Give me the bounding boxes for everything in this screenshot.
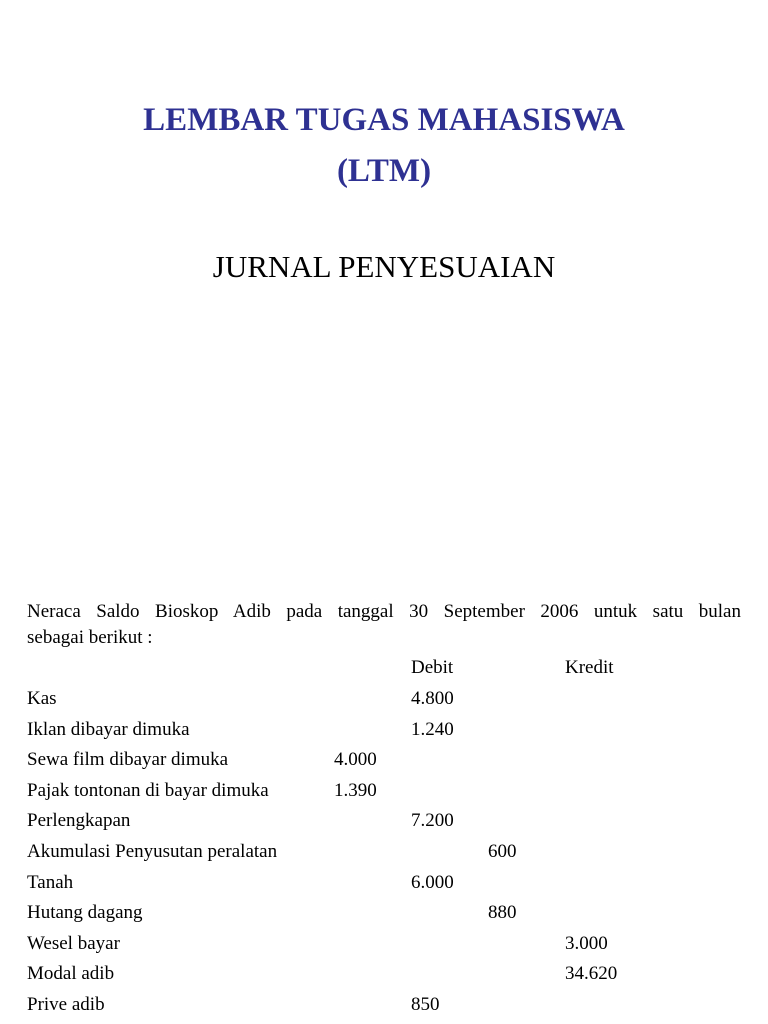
document-title: LEMBAR TUGAS MAHASISWA bbox=[143, 102, 625, 138]
intro-line-1: Neraca Saldo Bioskop Adib pada tanggal 30 September 2006 untuk satu bulan bbox=[27, 601, 741, 622]
table-row bbox=[0, 900, 768, 931]
account-name: Modal adib bbox=[27, 963, 115, 985]
amount-col2: 4.800 bbox=[411, 688, 454, 709]
table-row bbox=[0, 686, 768, 717]
account-name: Perlengkapan bbox=[27, 810, 131, 832]
amount-col2: 6.000 bbox=[411, 871, 454, 893]
table-row bbox=[0, 839, 768, 870]
trial-balance-table bbox=[0, 686, 768, 1023]
table-row bbox=[0, 992, 768, 1023]
account-name: Sewa film dibayar dimuka bbox=[27, 749, 229, 771]
amount-col2: 850 bbox=[411, 993, 440, 1015]
account-name: Iklan dibayar dimuka bbox=[27, 718, 190, 740]
debit-column-header: Debit bbox=[411, 657, 454, 678]
table-row bbox=[0, 717, 768, 748]
account-name: Kas bbox=[27, 688, 57, 709]
amount-col2: 7.200 bbox=[411, 810, 454, 832]
amount-col1: 4.000 bbox=[334, 749, 377, 771]
account-name: Prive adib bbox=[27, 993, 105, 1015]
account-name: Hutang dagang bbox=[27, 902, 143, 924]
account-name: Akumulasi Penyusutan peralatan bbox=[27, 840, 278, 862]
table-row bbox=[0, 870, 768, 901]
account-name: Wesel bayar bbox=[27, 932, 120, 954]
amount-col3: 880 bbox=[488, 902, 517, 924]
intro-line-2: sebagai berikut : bbox=[27, 627, 153, 648]
amount-col4: 34.620 bbox=[565, 963, 618, 985]
amount-col1: 1.390 bbox=[334, 779, 377, 801]
amount-col2: 1.240 bbox=[411, 718, 454, 740]
kredit-column-header: Kredit bbox=[565, 657, 614, 678]
table-row bbox=[0, 931, 768, 962]
account-name: Pajak tontonan di bayar dimuka bbox=[27, 779, 269, 801]
table-row bbox=[0, 778, 768, 809]
document-title-abbreviation: (LTM) bbox=[336, 153, 432, 189]
table-row bbox=[0, 747, 768, 778]
table-row bbox=[0, 961, 768, 992]
account-name: Tanah bbox=[27, 871, 74, 893]
document-subtitle: JURNAL PENYESUAIAN bbox=[212, 249, 556, 284]
amount-col4: 3.000 bbox=[565, 932, 608, 954]
amount-col3: 600 bbox=[488, 840, 517, 862]
table-row bbox=[0, 808, 768, 839]
intro-paragraph bbox=[27, 599, 741, 651]
